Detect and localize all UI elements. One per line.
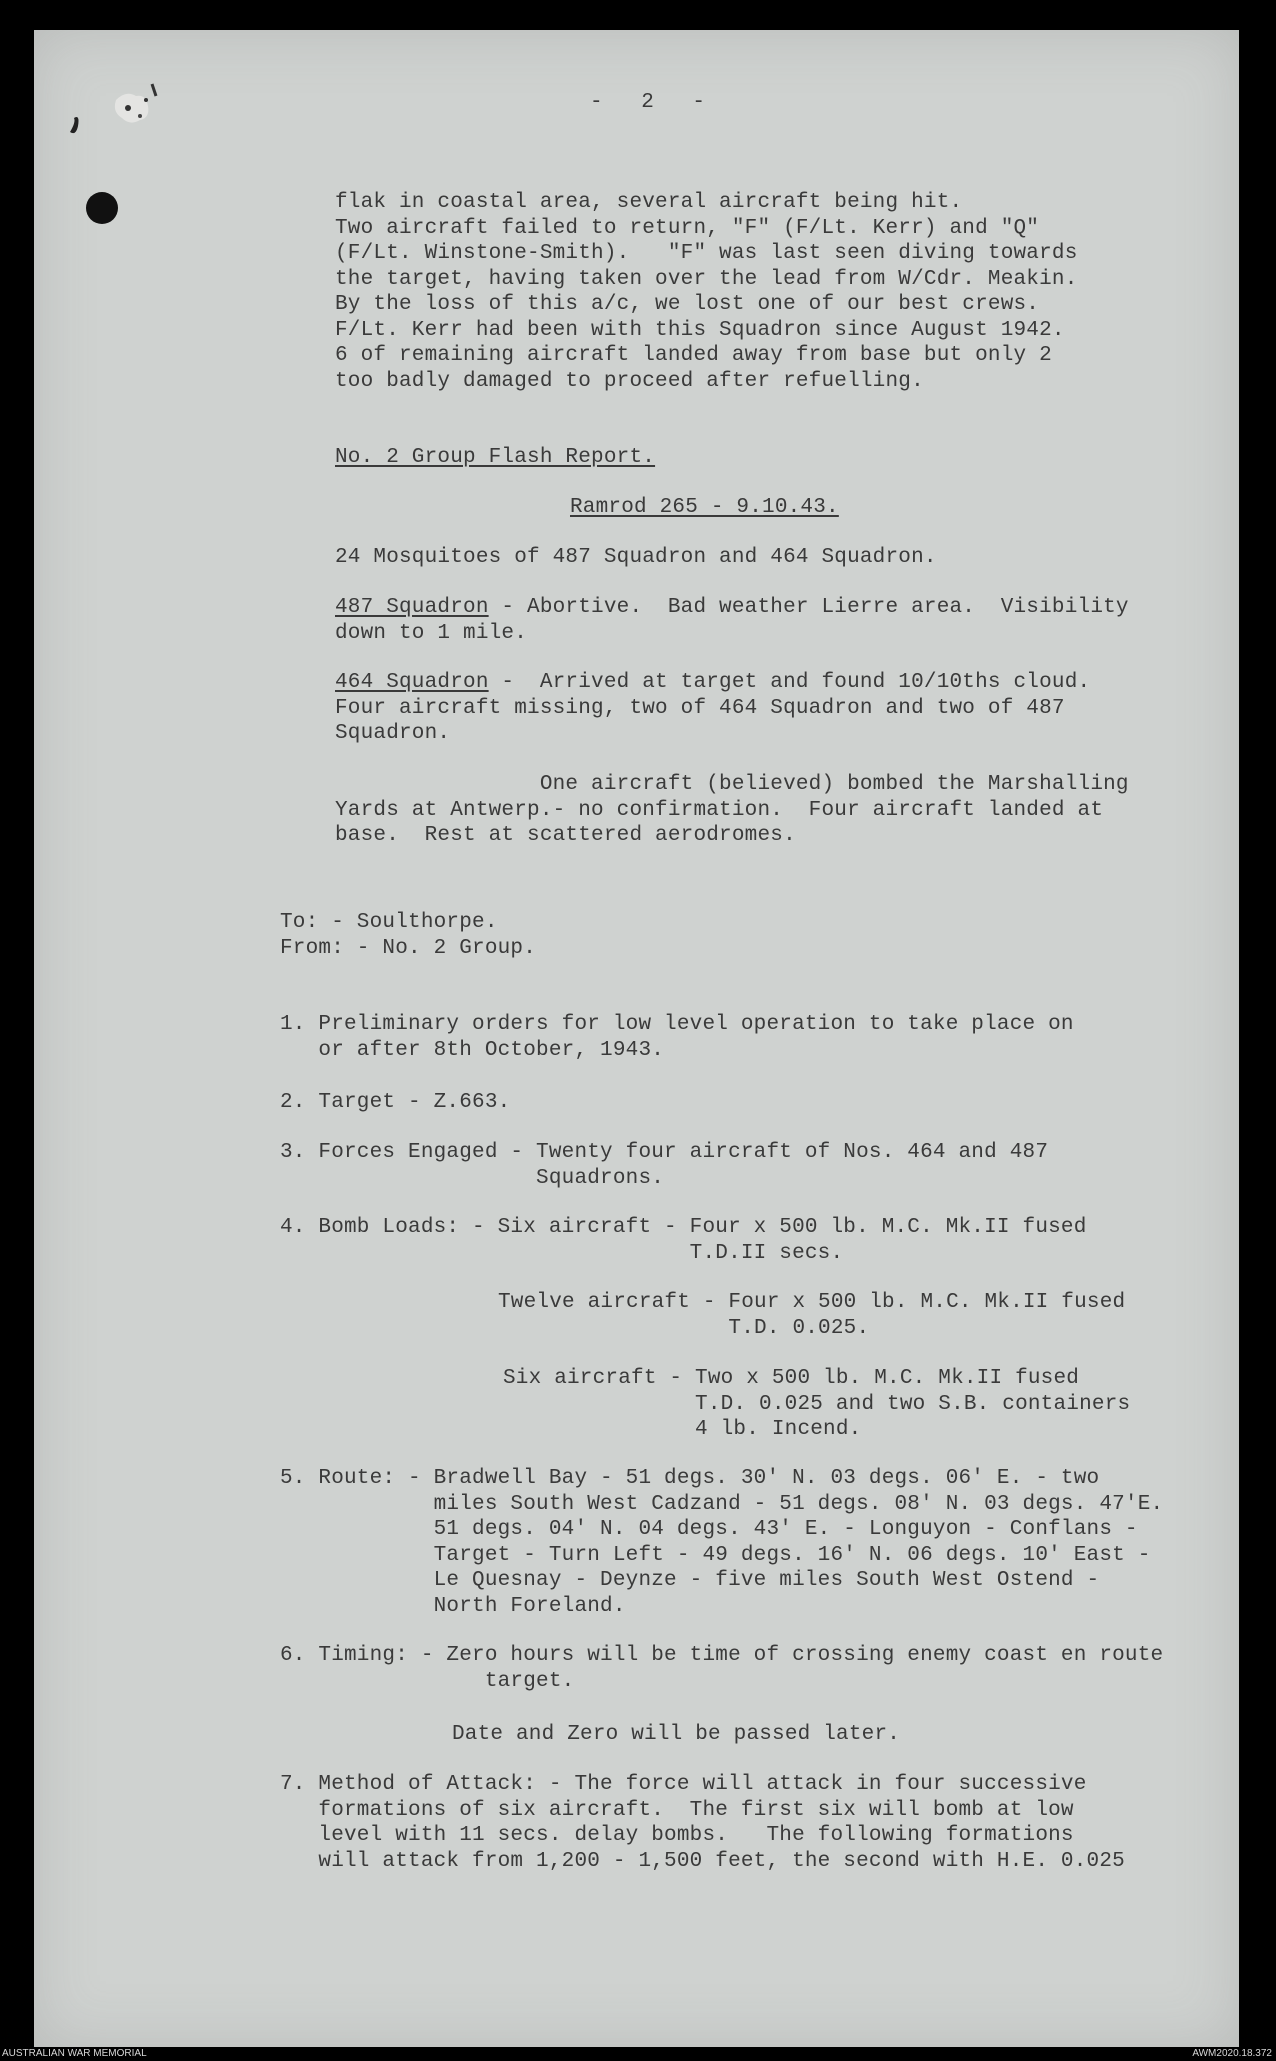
text-line: level with 11 secs. delay bombs. The following formations [280, 1824, 1074, 1847]
text-line: Squadrons. [280, 1166, 665, 1190]
punch-hole [86, 192, 118, 224]
text-line: One aircraft (believed) bombed the Marshalling [335, 773, 1129, 796]
text-line: 6 of remaining aircraft landed away from base but only 2 [335, 344, 1052, 367]
order-item-2: 2. Target - Z.663. [280, 1091, 511, 1114]
footer-archive-name: AUSTRALIAN WAR MEMORIAL [2, 2048, 147, 2059]
antwerp-paragraph [335, 772, 1129, 849]
address-block [280, 910, 536, 961]
text-line: 7. Method of Attack: - The force will attack in four successive [280, 1773, 1087, 1796]
continuation-paragraph [335, 190, 1078, 394]
text-line: T.D. 0.025. [498, 1316, 870, 1340]
text-line: 5. Route: - Bradwell Bay - 51 degs. 30' N. 03 degs. 06' E. - two [280, 1467, 1100, 1490]
order-item-6 [280, 1643, 1163, 1694]
text-line: the target, having taken over the lead from W/Cdr. Meakin. [335, 267, 1078, 291]
text-line: or after 8th October, 1943. [280, 1038, 665, 1062]
mosquito-summary: 24 Mosquitoes of 487 Squadron and 464 Squadron. [335, 546, 937, 569]
zero-note: Date and Zero will be passed later. [452, 1723, 901, 1746]
sq464-paragraph [335, 670, 1090, 747]
text-line: will attack from 1,200 - 1,500 feet, the second with H.E. 0.025 [280, 1849, 1125, 1873]
bomb-load-six [503, 1366, 1130, 1443]
text-line: miles South West Cadzand - 51 degs. 08' N. 03 degs. 47'E. [280, 1492, 1164, 1516]
text-line: Two aircraft failed to return, "F" (F/Lt. Kerr) and "Q" [335, 216, 1040, 240]
text-line: Six aircraft - Two x 500 lb. M.C. Mk.II fused [503, 1367, 1080, 1390]
text-line: F/Lt. Kerr had been with this Squadron since August 1942. [335, 318, 1065, 342]
flash-report-heading: No. 2 Group Flash Report. [335, 446, 656, 469]
text-line: Twelve aircraft - Four x 500 lb. M.C. Mk.II fused [498, 1291, 1126, 1314]
order-item-1 [280, 1012, 1074, 1063]
text-line: down to 1 mile. [335, 621, 528, 645]
text-line: 51 degs. 04' N. 04 degs. 43' E. - Longuyon - Conflans - [280, 1518, 1138, 1541]
text-line: 6. Timing: - Zero hours will be time of crossing enemy coast en route [280, 1644, 1164, 1667]
sq487-label: 487 Squadron [335, 596, 489, 619]
sq487-paragraph [335, 595, 1129, 646]
text-line: 3. Forces Engaged - Twenty four aircraft of Nos. 464 and 487 [280, 1141, 1049, 1164]
text-line: Squadron. [335, 722, 451, 745]
text-line: 4 lb. Incend. [503, 1418, 862, 1441]
bomb-load-twelve [498, 1290, 1125, 1341]
text-line: base. Rest at scattered aerodromes. [335, 824, 796, 847]
text-line: T.D.II secs. [280, 1241, 844, 1265]
paper-stain [56, 70, 166, 150]
text-line: - Abortive. Bad weather Lierre area. Visibility [488, 596, 1129, 619]
page-number: - 2 - [590, 91, 706, 114]
text-line: Le Quesnay - Deynze - five miles South West Ostend - [280, 1569, 1100, 1592]
ramrod-subheading: Ramrod 265 - 9.10.43. [570, 496, 839, 519]
order-item-4 [280, 1215, 1087, 1266]
text-line: 4. Bomb Loads: - Six aircraft - Four x 500 lb. M.C. Mk.II fused [280, 1216, 1087, 1239]
text-line: Target - Turn Left - 49 degs. 16' N. 06 degs. 10' East - [280, 1543, 1151, 1567]
from-line: From: - No. 2 Group. [280, 936, 537, 960]
order-item-7 [280, 1772, 1125, 1874]
text-line: T.D. 0.025 and two S.B. containers [503, 1392, 1131, 1416]
text-line: too badly damaged to proceed after refuelling. [335, 369, 924, 393]
footer-reference: AWM2020.18.372 [1192, 2048, 1272, 2059]
text-line: - Arrived at target and found 10/10ths cloud. [488, 671, 1091, 694]
to-line: To: - Soulthorpe. [280, 911, 498, 934]
text-line: (F/Lt. Winstone-Smith). "F" was last seen diving towards [335, 242, 1078, 265]
text-line: formations of six aircraft. The first six will bomb at low [280, 1798, 1074, 1822]
text-line: Yards at Antwerp.- no confirmation. Four aircraft landed at [335, 798, 1104, 822]
text-line: flak in coastal area, several aircraft being hit. [335, 191, 963, 214]
text-line: North Foreland. [280, 1594, 626, 1618]
order-item-5 [280, 1466, 1163, 1619]
text-line: By the loss of this a/c, we lost one of our best crews. [335, 293, 1040, 316]
sq464-label: 464 Squadron [335, 671, 489, 694]
text-line: 1. Preliminary orders for low level operation to take place on [280, 1013, 1074, 1036]
text-line: target. [280, 1669, 575, 1693]
text-line: Four aircraft missing, two of 464 Squadron and two of 487 [335, 696, 1065, 720]
order-item-3 [280, 1140, 1048, 1191]
